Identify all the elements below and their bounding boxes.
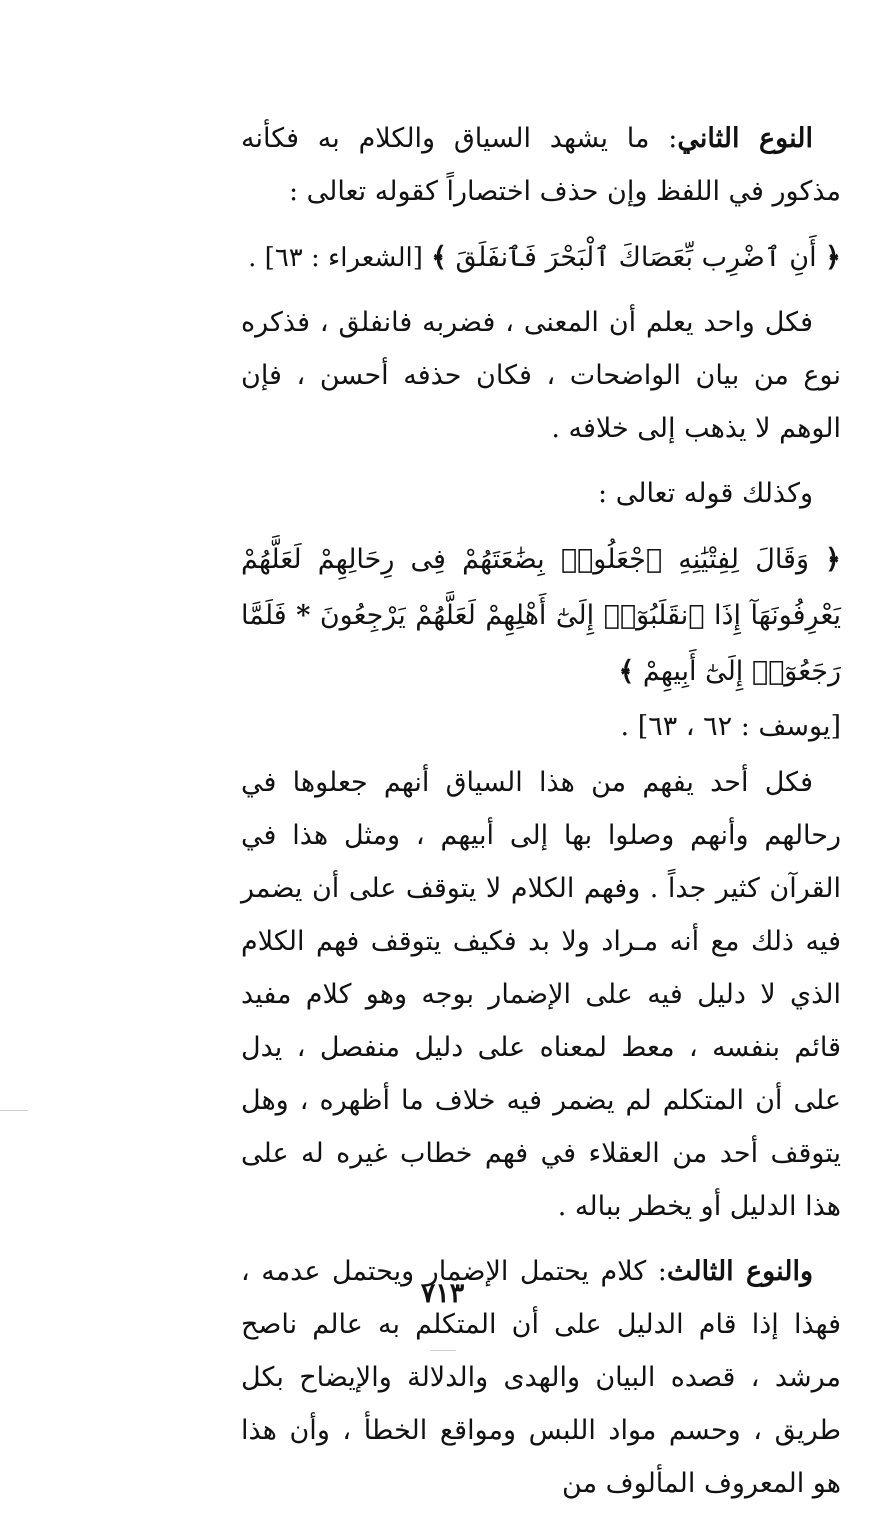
verse-text-continued: فَلَمَّا رَجَعُوٓا۟ إِلَىٰٓ أَبِيهِمْ <box>241 600 841 687</box>
quran-verse-yusuf <box>241 532 841 700</box>
verse-close-bracket: ﴾ <box>618 656 635 687</box>
bottom-line-decoration <box>430 1350 456 1351</box>
second-type-heading: النوع الثاني <box>677 123 813 154</box>
verse-separator: * <box>296 600 311 631</box>
margin-line-decoration <box>0 1110 28 1111</box>
likewise-text: وكذلك قوله تعالى : <box>598 478 813 509</box>
verse-text: وَقَالَ لِفِتْيَٰنِهِ ٱجْعَلُوا۟ بِضَٰعَتَهُمْ فِى رِحَالِهِمْ لَعَلَّهُمْ يَعْرِفُونَهَآ إِذَا ٱنقَلَبُوٓا۟ إِلَىٰٓ أَهْلِهِمْ لَعَلَّهُمْ يَرْجِعُونَ <box>241 544 841 631</box>
verse-open-bracket: ﴿ <box>825 242 841 273</box>
second-type-text: : ما يشهد السياق والكلام به فكأنه مذكور في اللفظ وإن حذف اختصاراً كقوله تعالى : <box>241 123 841 207</box>
page-body <box>241 112 841 1522</box>
verse-close-bracket: ﴾ <box>431 242 447 273</box>
paragraph-explanation <box>241 296 841 455</box>
paragraph-second-type <box>241 112 841 218</box>
page-number: ٧١٣ <box>420 1278 465 1309</box>
explanation-text: فكل واحد يعلم أن المعنى ، فضربه فانفلق ، فذكره نوع من بيان الواضحات ، فكان حذفه أحسن ، فإن الوهم لا يذهب إلى خلافه . <box>241 307 841 444</box>
verse-text: أَنِ ٱضْرِب بِّعَصَاكَ ٱلْبَحْرَ فَٱنفَلَقَ <box>446 242 826 273</box>
verse-reference-yusuf: [يوسف : ٦٢ ، ٦٣] . <box>620 711 841 742</box>
paragraph-likewise <box>241 467 841 520</box>
quran-verse-shuara <box>241 230 841 286</box>
verse-open-bracket: ﴿ <box>825 544 841 575</box>
verse-reference: [الشعراء : ٦٣] . <box>248 243 432 273</box>
third-type-heading: والنوع الثالث <box>666 1256 813 1287</box>
paragraph-understanding <box>241 756 841 1233</box>
third-type-text: : كلام يحتمل الإضمار ويحتمل عدمه ، فهذا إذا قام الدليل على أن المتكلم به عالم ناصح مرشد ، قصده البيان والهدى والدلالة والإيضاح بكل طريق ، وحسم مواد اللبس ومواقع الخطأ ، وأن هذا هو المعروف المألوف من <box>241 1256 841 1499</box>
understanding-text: فكل أحد يفهم من هذا السياق أنهم جعلوها في رحالهم وأنهم وصلوا بها إلى أبيهم ، ومثل هذا في القرآن كثير جداً . وفهم الكلام لا يتوقف على أن يضمر فيه ذلك مع أنه مـراد ولا بد فكيف يتوقف فهم الكلام الذي لا دليل فيه على الإضمار بوجه وهو كلام مفيد قائم بنفسه ، معط لمعناه على دليل منفصل ، يدل على أن المتكلم لم يضمر فيه خلاف ما أظهره ، وهل يتوقف أحد من العقلاء في فهم خطاب غيره له على هذا الدليل أو يخطر بباله . <box>241 767 841 1222</box>
